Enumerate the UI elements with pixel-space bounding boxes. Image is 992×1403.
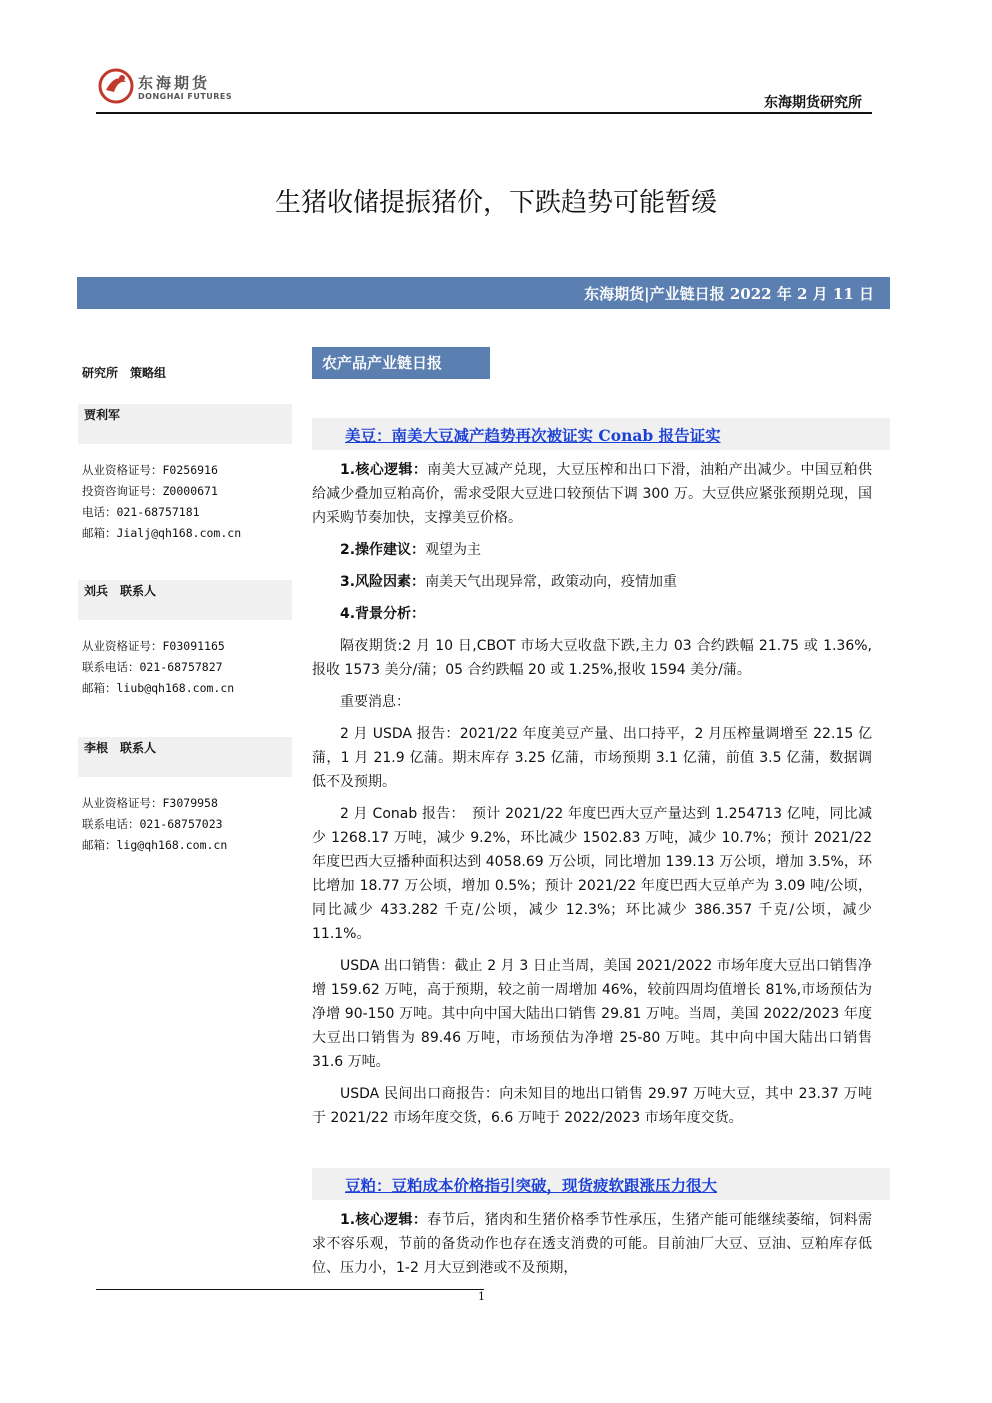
donghai-logo-icon bbox=[96, 66, 136, 106]
analyst-card bbox=[78, 737, 292, 856]
contact-email[interactable]: 邮箱：Jialj@qh168.com.cn bbox=[82, 526, 242, 540]
operation-label: 2.操作建议： bbox=[340, 542, 426, 558]
contact-line: 电话：021-68757181 bbox=[82, 505, 200, 519]
background-paragraph bbox=[312, 602, 872, 626]
donghai-logo bbox=[96, 66, 236, 106]
meal-logic-paragraph bbox=[312, 1208, 872, 1280]
analyst-card bbox=[78, 580, 292, 699]
background-label: 4.背景分析： bbox=[340, 606, 426, 622]
news-label: 重要消息： bbox=[340, 694, 410, 710]
analyst-card bbox=[78, 404, 292, 544]
contact-line: 从业资格证号：F0256916 bbox=[82, 463, 218, 477]
analyst-sidebar bbox=[78, 350, 292, 852]
meal-heading-link[interactable]: 豆粕：豆粕成本价格指引突破，现货疲软跟涨压力很大 bbox=[345, 1176, 718, 1195]
risk-label: 3.风险因素： bbox=[340, 574, 426, 590]
contact-email[interactable]: 邮箱：lig@qh168.com.cn bbox=[82, 838, 228, 852]
usda-export-paragraph: USDA 出口销售：截止 2 月 3 日止当周，美国 2021/2022 市场年度大豆出口销售净增 159.62 万吨，高于预期，较之前一周增加 46%，较前四周均值增长 81%,市场预估为净增 90-150 万吨。其中向中国大陆出口销售 29.81 万吨。当周，美国 2022/2023 年度大豆出口销售为 89.46 万吨，市场预估为净增 25-80 万吨。其中向中国大陆出口销售 31.6 万吨。 bbox=[312, 958, 872, 1070]
logic-paragraph bbox=[312, 458, 872, 530]
report-title: 生猪收储提振猪价，下跌趋势可能暂缓 bbox=[274, 188, 717, 218]
soybean-section bbox=[312, 458, 872, 1138]
meal-logic-label: 1.核心逻辑： bbox=[340, 1212, 428, 1228]
contact-line: 联系电话：021-68757023 bbox=[82, 817, 223, 831]
dept-label: 研究所 策略组 bbox=[82, 366, 167, 380]
private-exporter-paragraph: USDA 民间出口商报告：向未知目的地出口销售 29.97 万吨大豆，其中 23.37 万吨于 2021/22 市场年度交货，6.6 万吨于 2022/2023 市场年度交货。 bbox=[312, 1086, 872, 1126]
contact-line: 联系电话：021-68757827 bbox=[82, 660, 223, 674]
logo-text-en: DONGHAI FUTURES bbox=[138, 92, 233, 101]
conab-report-paragraph: 2 月 Conab 报告： 预计 2021/22 年度巴西大豆产量达到 1.254713 亿吨，同比减少 1268.17 万吨，减少 9.2%，环比减少 1502.83 万吨，减少 10.7%；预计 2021/22 年度巴西大豆播种面积达到 4058.69 万公顷，同比增加 139.13 万公顷，增加 3.5%，环比增加 18.77 万公顷，增加 0.5%；预计 2021/22 年度巴西大豆单产为 3.09 吨/公顷，同比减少 433.282 千克/公顷，减少 12.3%；环比减少 386.357 千克/公顷，减少 11.1%。 bbox=[312, 806, 872, 942]
report-banner bbox=[77, 277, 890, 309]
contact-line: 投资咨询证号：Z0000671 bbox=[82, 484, 218, 498]
operation-text: 观望为主 bbox=[425, 542, 482, 558]
overnight-futures-paragraph: 隔夜期货:2 月 10 日,CBOT 市场大豆收盘下跌,主力 03 合约跌幅 21.75 或 1.36%,报收 1573 美分/蒲；05 合约跌幅 20 或 1.25%,报收 1594 美分/蒲。 bbox=[312, 638, 872, 678]
contact-line: 从业资格证号：F3079958 bbox=[82, 796, 218, 810]
analyst-contact bbox=[78, 636, 292, 699]
analyst-contact bbox=[78, 460, 292, 544]
soybean-heading-link[interactable]: 美豆：南美大豆减产趋势再次被证实 Conab 报告证实 bbox=[345, 426, 721, 445]
risk-text: 南美天气出现异常，政策动向，疫情加重 bbox=[425, 574, 678, 590]
analyst-name: 刘兵 联系人 bbox=[78, 580, 292, 620]
contact-line: 从业资格证号：F03091165 bbox=[82, 639, 225, 653]
meal-logic-text: 春节后，猪肉和生猪价格季节性承压，生猪产能可能继续萎缩，饲料需求不容乐观，节前的备货动作也存在透支消费的可能。目前油厂大豆、豆油、豆粕库存低位、压力小，1-2 月大豆到港或不及预期， bbox=[312, 1212, 872, 1276]
meal-heading-bar bbox=[312, 1168, 890, 1200]
header-institute: 东海期货研究所 bbox=[764, 95, 862, 111]
header-divider bbox=[96, 112, 872, 114]
logic-label: 1.核心逻辑： bbox=[340, 462, 428, 478]
logic-text: 南美大豆减产兑现，大豆压榨和出口下滑，油粕产出减少。中国豆粕供给减少叠加豆粕高价，需求受限大豆进口较预估下调 300 万。大豆供应紧张预期兑现，国内采购节奏加快，支撑美豆价格。 bbox=[312, 462, 872, 526]
meal-section bbox=[312, 1208, 872, 1288]
page-number: 1 bbox=[478, 1290, 485, 1303]
analyst-contact bbox=[78, 793, 292, 856]
contact-email[interactable]: 邮箱：liub@qh168.com.cn bbox=[82, 681, 235, 695]
usda-report-paragraph: 2 月 USDA 报告：2021/22 年度美豆产量、出口持平，2 月压榨量调增至 22.15 亿蒲，1 月 21.9 亿蒲。期末库存 3.25 亿蒲，市场预期 3.1 亿蒲，前值 3.5 亿蒲，数据调低不及预期。 bbox=[312, 726, 872, 790]
analyst-name: 贾利军 bbox=[78, 404, 292, 444]
banner-text: 东海期货|产业链日报 2022 年 2 月 11 日 bbox=[584, 285, 874, 303]
analyst-name: 李根 联系人 bbox=[78, 737, 292, 777]
logo-text-cn: 东海期货 bbox=[138, 74, 211, 92]
risk-paragraph bbox=[312, 570, 872, 594]
soybean-heading-bar bbox=[312, 418, 890, 450]
operation-paragraph bbox=[312, 538, 872, 562]
footer-divider bbox=[96, 1289, 484, 1290]
section-tag: 农产品产业链日报 bbox=[312, 347, 490, 379]
